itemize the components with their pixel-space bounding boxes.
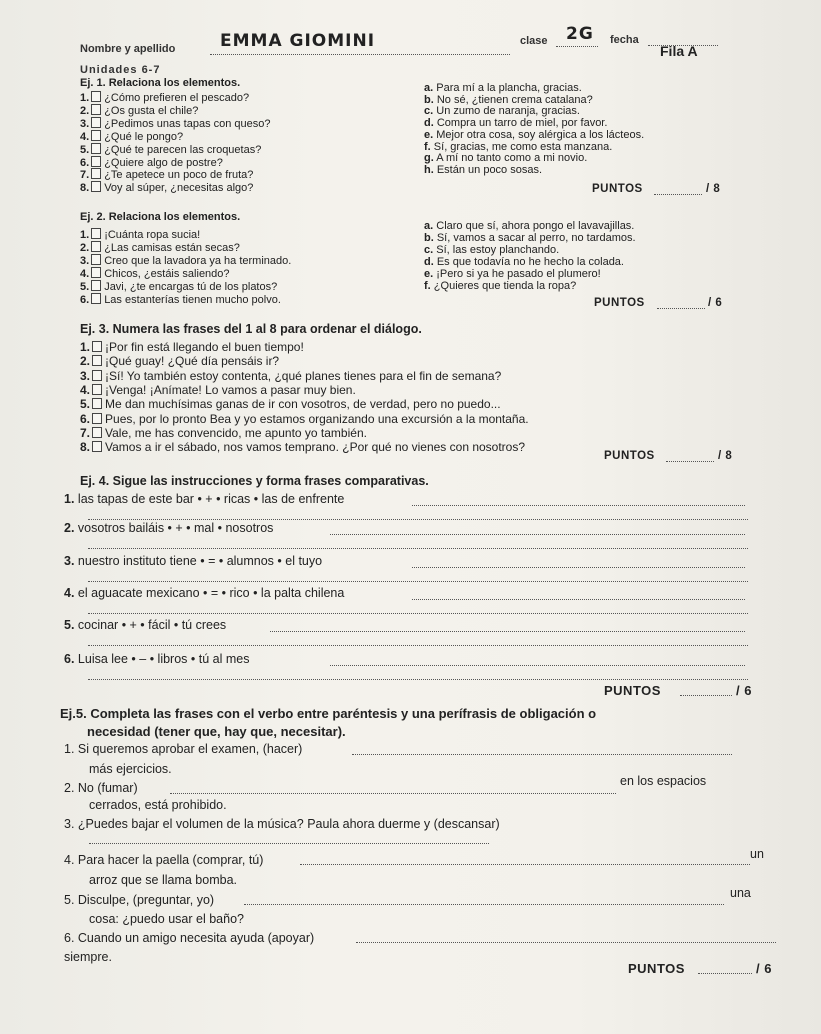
- ej1-answer-text: Para mí a la plancha, gracias.: [436, 82, 582, 94]
- ej2-statement-number: 6.: [80, 293, 90, 306]
- ej4-item-6: [64, 652, 249, 666]
- answer-checkbox[interactable]: [91, 130, 101, 141]
- ej1-answer-number: b.: [424, 93, 434, 106]
- ej3-sentence-number: 2.: [80, 354, 91, 369]
- ej1-question-text: ¿Pedimos unas tapas con queso?: [104, 117, 271, 130]
- clase-value[interactable]: 2G: [566, 24, 594, 44]
- ej1-answer-text: Sí, gracias, me como esta manzana.: [433, 140, 613, 153]
- ej3-sentence-number: 1.: [80, 340, 91, 354]
- ej2-statement-1: [80, 228, 200, 241]
- ej3-puntos-total: / 8: [718, 450, 733, 462]
- ej2-response-6: [424, 280, 576, 292]
- ej2-statement-2: [80, 241, 240, 254]
- ej1-question-number: 8.: [80, 182, 90, 195]
- ej4-answer-line-2[interactable]: [88, 645, 748, 646]
- ej4-item-number: 5.: [64, 618, 75, 632]
- ej5-puntos-total: / 6: [756, 961, 772, 976]
- answer-checkbox[interactable]: [92, 413, 102, 424]
- answer-checkbox[interactable]: [92, 398, 102, 409]
- ej3-sentence-text: ¡Por fin está llegando el buen tiempo!: [105, 340, 304, 354]
- ej1-question-5: [80, 143, 261, 156]
- ej2-response-text: Claro que sí, ahora pongo el lavavajillas.: [436, 220, 635, 232]
- ej1-question-7: [80, 168, 253, 181]
- ej5-item2-cont: cerrados, está prohibido.: [89, 798, 227, 812]
- clase-line: [556, 46, 598, 47]
- ej1-question-6: [80, 156, 223, 169]
- ej2-puntos-label: PUNTOS: [594, 297, 645, 309]
- answer-checkbox[interactable]: [91, 293, 101, 304]
- name-line: [210, 54, 510, 55]
- ej2-statement-text: ¡Cuánta ropa sucia!: [104, 229, 201, 241]
- ej1-question-text: ¿Quiere algo de postre?: [104, 156, 223, 169]
- ej5-item6-text: 6. Cuando un amigo necesita ayuda (apoyar): [64, 931, 315, 945]
- ej1-question-1: [80, 91, 249, 104]
- ej3-sentence-6: [80, 412, 529, 426]
- ej4-item-number: 6.: [64, 652, 75, 666]
- ej3-sentence-text: ¡Qué guay! ¿Qué día pensáis ir?: [105, 354, 280, 369]
- ej5-item2-tail: en los espacios: [620, 774, 707, 788]
- ej2-statement-text: Javi, ¿te encargas tú de los platos?: [104, 280, 278, 293]
- ej5-title-line1: Ej.5. Completa las frases con el verbo entre paréntesis y una perífrasis de obligación o: [60, 706, 597, 721]
- ej3-sentence-number: 8.: [80, 440, 91, 455]
- ej4-item-prompt: vosotros bailáis • + • mal • nosotros: [77, 521, 274, 535]
- ej2-response-1: [424, 220, 634, 232]
- ej4-answer-line[interactable]: [412, 599, 745, 600]
- ej1-answer-3: [424, 105, 580, 117]
- answer-checkbox[interactable]: [91, 156, 101, 167]
- ej4-answer-line[interactable]: [412, 505, 745, 506]
- ej4-item-3: [64, 554, 322, 568]
- ej4-answer-line-2[interactable]: [88, 581, 748, 582]
- ej4-answer-line[interactable]: [330, 534, 745, 535]
- clase-label: clase: [520, 35, 548, 47]
- ej5-title-line2: necesidad (tener que, hay que, necesitar).: [87, 724, 346, 739]
- ej4-item-number: 2.: [64, 521, 75, 535]
- ej1-answer-text: Están un poco sosas.: [436, 163, 543, 176]
- ej2-statement-text: ¿Las camisas están secas?: [104, 241, 240, 254]
- ej2-statement-text: Las estanterías tienen mucho polvo.: [104, 293, 281, 306]
- ej5-item4-tail: un: [750, 847, 764, 861]
- ej1-answer-number: d.: [424, 117, 434, 130]
- ej4-title: Ej. 4. Sigue las instrucciones y forma frases comparativas.: [80, 474, 429, 488]
- answer-checkbox[interactable]: [91, 91, 101, 102]
- ej3-sentence-text: Vale, me has convencido, me apunto yo también.: [105, 425, 367, 440]
- ej1-question-number: 4.: [80, 130, 90, 143]
- ej1-question-text: ¿Qué le pongo?: [104, 130, 184, 143]
- ej2-statement-number: 1.: [80, 229, 90, 241]
- answer-checkbox[interactable]: [92, 341, 102, 352]
- answer-checkbox[interactable]: [91, 254, 101, 265]
- ej4-item-5: [64, 618, 226, 632]
- ej1-answer-2: [424, 94, 593, 106]
- ej2-puntos-line[interactable]: [657, 308, 705, 309]
- ej3-title: Ej. 3. Numera las frases del 1 al 8 para ordenar el diálogo.: [80, 322, 422, 336]
- ej5-item4-text: 4. Para hacer la paella (comprar, tú): [64, 853, 264, 867]
- answer-checkbox[interactable]: [91, 241, 101, 252]
- ej3-sentence-5: [80, 397, 501, 411]
- ej5-item6-cont: siempre.: [64, 950, 112, 964]
- ej2-response-number: e.: [424, 267, 434, 280]
- ej5-item1-blank[interactable]: [352, 754, 732, 755]
- fila-label: Fila A: [660, 43, 698, 59]
- ej2-statement-number: 3.: [80, 254, 90, 267]
- fecha-label: fecha: [610, 34, 639, 46]
- ej4-answer-line-2[interactable]: [88, 613, 748, 614]
- ej4-puntos-total: / 6: [736, 683, 752, 698]
- answer-checkbox[interactable]: [91, 117, 101, 128]
- ej1-answer-number: a.: [424, 82, 434, 94]
- ej5-item4-cont: arroz que se llama bomba.: [89, 873, 237, 887]
- ej1-question-text: ¿Cómo prefieren el pescado?: [104, 92, 250, 104]
- ej1-answer-number: c.: [424, 105, 434, 118]
- ej5-puntos-line[interactable]: [698, 973, 752, 974]
- ej1-question-3: [80, 117, 271, 130]
- ej2-statement-6: [80, 293, 281, 306]
- ej3-sentence-number: 3.: [80, 368, 91, 383]
- answer-checkbox[interactable]: [91, 168, 101, 179]
- ej5-item3-text: 3. ¿Puedes bajar el volumen de la música? Paula ahora duerme y (descansar): [64, 817, 500, 831]
- ej4-item-prompt: cocinar • + • fácil • tú crees: [77, 618, 227, 632]
- ej4-answer-line-2[interactable]: [88, 519, 748, 520]
- ej2-response-number: f.: [424, 279, 431, 292]
- ej1-answer-text: No sé, ¿tienen crema catalana?: [436, 93, 593, 106]
- ej2-response-number: a.: [424, 220, 434, 232]
- ej4-answer-line-2[interactable]: [88, 679, 748, 680]
- ej4-answer-line[interactable]: [270, 631, 745, 632]
- answer-checkbox[interactable]: [92, 370, 102, 381]
- ej1-question-number: 5.: [80, 143, 90, 156]
- ej2-response-text: Sí, las estoy planchando.: [436, 243, 560, 256]
- ej4-answer-line[interactable]: [330, 665, 745, 666]
- ej5-puntos-label: PUNTOS: [628, 961, 685, 976]
- ej2-statement-5: [80, 280, 277, 293]
- ej4-item-number: 1.: [64, 492, 75, 506]
- ej4-item-4: [64, 586, 344, 600]
- ej2-response-5: [424, 268, 601, 280]
- ej2-statement-text: Chicos, ¿estáis saliendo?: [104, 267, 230, 280]
- ej1-title: Ej. 1. Relaciona los elementos.: [80, 77, 241, 89]
- ej1-answer-text: Un zumo de naranja, gracias.: [436, 105, 580, 118]
- ej3-sentence-2: [80, 354, 279, 368]
- name-label: Nombre y apellido: [80, 43, 176, 55]
- ej1-answer-8: [424, 164, 542, 176]
- ej1-answer-text: Compra un tarro de miel, por favor.: [436, 117, 608, 130]
- ej2-response-3: [424, 244, 559, 256]
- ej2-response-text: Sí, vamos a sacar al perro, no tardamos.: [436, 231, 636, 244]
- ej5-item3-blank[interactable]: [89, 843, 489, 844]
- ej1-question-8: [80, 181, 253, 194]
- ej1-question-text: ¿Os gusta el chile?: [104, 104, 199, 117]
- ej2-statement-3: [80, 254, 291, 267]
- ej2-statement-text: Creo que la lavadora ya ha terminado.: [104, 254, 292, 267]
- ej5-item5-blank[interactable]: [244, 904, 724, 905]
- ej5-item1-text: 1. Si queremos aprobar el examen, (hacer): [64, 742, 303, 756]
- ej4-item-1: [64, 492, 344, 506]
- ej2-statement-4: [80, 267, 230, 280]
- units-label: Unidades 6-7: [80, 64, 161, 76]
- ej3-sentence-number: 6.: [80, 411, 91, 426]
- ej1-answer-5: [424, 129, 644, 141]
- ej1-answer-7: [424, 152, 587, 164]
- ej2-statement-number: 4.: [80, 267, 90, 280]
- ej4-answer-line-2[interactable]: [88, 548, 748, 549]
- ej3-sentence-number: 5.: [80, 397, 91, 412]
- ej3-sentence-3: [80, 369, 501, 383]
- ej2-response-number: c.: [424, 243, 434, 256]
- ej1-question-number: 1.: [80, 92, 90, 104]
- ej3-puntos-label: PUNTOS: [604, 450, 655, 462]
- ej3-sentence-text: ¡Sí! Yo también estoy contenta, ¿qué planes tienes para el fin de semana?: [105, 368, 502, 383]
- ej1-question-2: [80, 104, 198, 117]
- ej4-item-prompt: el aguacate mexicano • = • rico • la palta chilena: [77, 586, 345, 600]
- ej5-item1-cont: más ejercicios.: [89, 762, 172, 776]
- ej5-item4-blank[interactable]: [300, 864, 750, 865]
- ej4-item-number: 4.: [64, 586, 75, 600]
- ej1-answer-number: g.: [424, 152, 434, 165]
- ej4-puntos-line[interactable]: [680, 695, 732, 696]
- answer-checkbox[interactable]: [91, 181, 101, 192]
- ej1-puntos-total: / 8: [706, 183, 721, 195]
- ej3-sentence-number: 7.: [80, 425, 91, 440]
- ej3-sentence-8: [80, 440, 525, 454]
- ej2-response-text: Es que todavía no he hecho la colada.: [436, 255, 624, 268]
- ej1-question-text: Voy al súper, ¿necesitas algo?: [104, 182, 254, 195]
- ej1-question-number: 6.: [80, 156, 90, 169]
- ej1-puntos-label: PUNTOS: [592, 183, 643, 195]
- ej3-sentence-number: 4.: [80, 382, 91, 397]
- answer-checkbox[interactable]: [92, 355, 102, 366]
- ej2-response-4: [424, 256, 624, 268]
- ej1-answer-4: [424, 117, 607, 129]
- ej5-item5-tail: una: [730, 886, 751, 900]
- answer-checkbox[interactable]: [92, 441, 102, 452]
- ej1-answer-1: [424, 82, 582, 94]
- ej1-question-text: ¿Qué te parecen las croquetas?: [104, 143, 262, 156]
- answer-checkbox[interactable]: [91, 104, 101, 115]
- ej4-item-prompt: las tapas de este bar • + • ricas • las de enfrente: [77, 492, 345, 506]
- ej3-sentence-text: Vamos a ir el sábado, nos vamos temprano. ¿Por qué no vienes con nosotros?: [105, 440, 526, 455]
- ej4-item-number: 3.: [64, 554, 75, 568]
- ej2-response-number: d.: [424, 255, 434, 268]
- ej2-response-text: ¡Pero si ya he pasado el plumero!: [436, 267, 601, 280]
- ej2-response-2: [424, 232, 636, 244]
- ej3-sentence-7: [80, 426, 367, 440]
- ej4-answer-line[interactable]: [412, 567, 745, 568]
- ej5-item5-text: 5. Disculpe, (preguntar, yo): [64, 893, 215, 907]
- ej4-item-2: [64, 521, 273, 535]
- ej2-puntos-total: / 6: [708, 297, 723, 309]
- ej5-item6-blank[interactable]: [356, 942, 776, 943]
- ej3-sentence-text: Pues, por lo pronto Bea y yo estamos organizando una excursión a la montaña.: [105, 411, 529, 426]
- ej1-answer-text: Mejor otra cosa, soy alérgica a los lácteos.: [436, 128, 645, 141]
- ej3-sentence-text: Me dan muchísimas ganas de ir con vosotros, de verdad, pero no puedo...: [105, 397, 501, 412]
- ej1-question-4: [80, 130, 183, 143]
- answer-checkbox[interactable]: [91, 143, 101, 154]
- ej5-item5-cont: cosa: ¿puedo usar el baño?: [89, 912, 244, 926]
- ej4-puntos-label: PUNTOS: [604, 683, 661, 698]
- ej2-title: Ej. 2. Relaciona los elementos.: [80, 211, 241, 223]
- ej1-question-number: 7.: [80, 169, 90, 182]
- ej3-puntos-line[interactable]: [666, 461, 714, 462]
- answer-checkbox[interactable]: [91, 267, 101, 278]
- ej1-answer-number: h.: [424, 163, 434, 176]
- ej3-sentence-1: [80, 340, 304, 354]
- ej2-response-text: ¿Quieres que tienda la ropa?: [433, 279, 577, 292]
- ej4-item-prompt: Luisa lee • – • libros • tú al mes: [77, 652, 250, 666]
- answer-checkbox[interactable]: [92, 384, 102, 395]
- ej2-response-number: b.: [424, 231, 434, 244]
- ej1-question-text: ¿Te apetece un poco de fruta?: [104, 169, 254, 182]
- ej1-answer-number: f.: [424, 140, 431, 153]
- ej1-puntos-line[interactable]: [654, 194, 702, 195]
- answer-checkbox[interactable]: [92, 427, 102, 438]
- ej3-sentence-text: ¡Venga! ¡Anímate! Lo vamos a pasar muy bien.: [105, 382, 356, 397]
- ej1-answer-6: [424, 141, 612, 153]
- ej3-sentence-4: [80, 383, 356, 397]
- ej1-question-number: 3.: [80, 117, 90, 130]
- answer-checkbox[interactable]: [91, 280, 101, 291]
- ej1-answer-number: e.: [424, 128, 434, 141]
- ej2-statement-number: 5.: [80, 280, 90, 293]
- ej1-answer-text: A mí no tanto como a mi novio.: [436, 152, 588, 165]
- name-value[interactable]: EMMA GIOMINI: [220, 31, 376, 51]
- ej5-item2-text: 2. No (fumar): [64, 781, 138, 795]
- ej5-item2-blank[interactable]: [170, 793, 616, 794]
- ej4-item-prompt: nuestro instituto tiene • = • alumnos • el tuyo: [77, 554, 323, 568]
- ej1-question-number: 2.: [80, 104, 90, 117]
- answer-checkbox[interactable]: [91, 228, 101, 239]
- ej2-statement-number: 2.: [80, 241, 90, 254]
